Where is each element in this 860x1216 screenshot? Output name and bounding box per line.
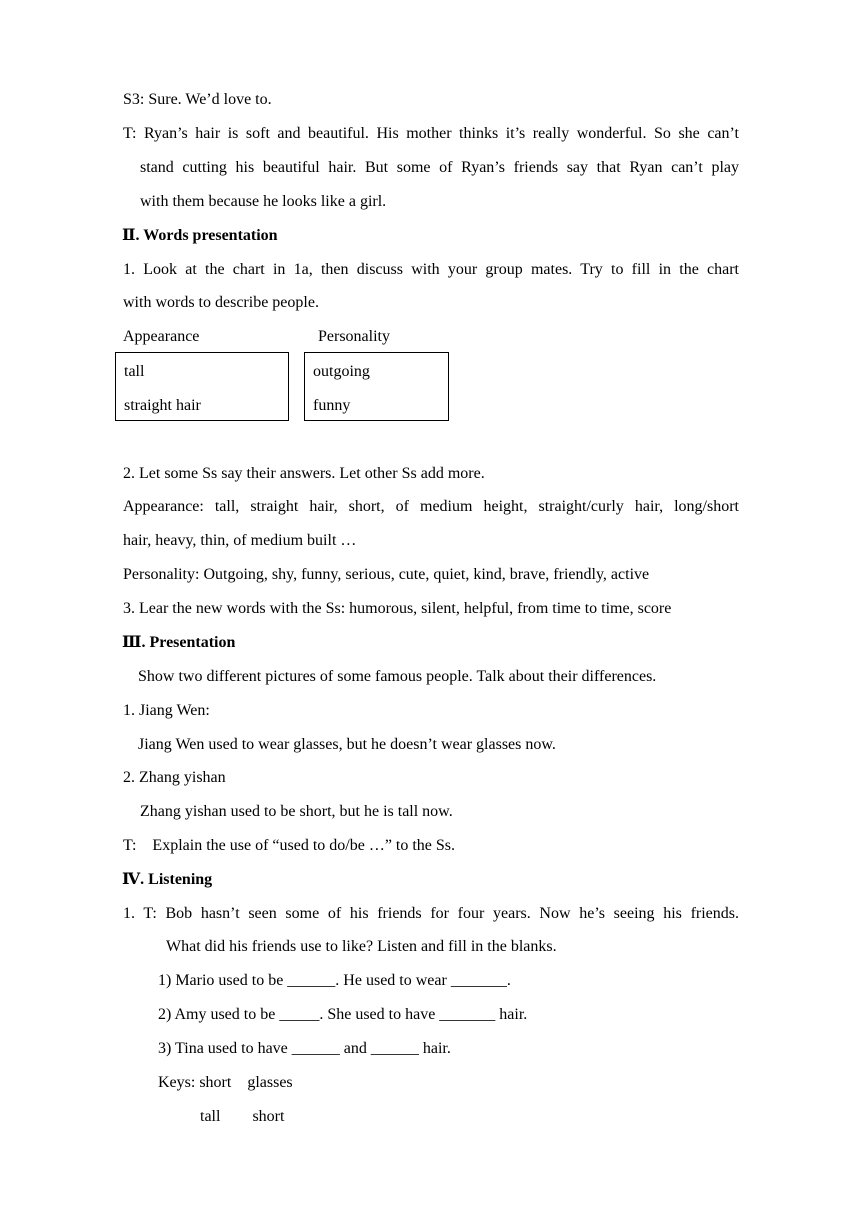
listening-question-2: 2) Amy used to be _____. She used to have _______ hair. xyxy=(158,1006,528,1023)
personality-item: outgoing xyxy=(313,363,370,380)
appearance-item: tall xyxy=(124,363,145,380)
instruction-2: 2. Let some Ss say their answers. Let other Ss add more. xyxy=(123,465,485,482)
appearance-list-line2: hair, heavy, thin, of medium built … xyxy=(123,532,357,549)
listening-question-1: 1) Mario used to be ______. He used to wear _______. xyxy=(158,972,511,989)
listening-question-3: 3) Tina used to have ______ and ______ hair. xyxy=(158,1040,451,1057)
presentation-intro: Show two different pictures of some famous people. Talk about their differences. xyxy=(138,668,657,685)
appearance-item: straight hair xyxy=(124,397,201,414)
dialogue-line-t-cont1: stand cutting his beautiful hair. But some of Ryan’s friends say that Ryan can’t play xyxy=(140,159,739,176)
section-heading-presentation: Ⅲ. Presentation xyxy=(122,634,236,651)
dialogue-line-s3: S3: Sure. We’d love to. xyxy=(123,91,272,108)
listening-instruction-line2: What did his friends use to like? Listen and fill in the blanks. xyxy=(166,938,557,955)
instruction-1-line1: 1. Look at the chart in 1a, then discuss with your group mates. Try to fill in the chart xyxy=(123,261,739,278)
presentation-item-2-text: Zhang yishan used to be short, but he is tall now. xyxy=(140,803,453,820)
listening-instruction-line1: 1. T: Bob hasn’t seen some of his friends for four years. Now he’s seeing his friends. xyxy=(123,905,739,922)
personality-box xyxy=(304,352,449,421)
dialogue-line-t: T: Ryan’s hair is soft and beautiful. His mother thinks it’s really wonderful. So she can’t xyxy=(123,125,739,142)
presentation-item-2-title: 2. Zhang yishan xyxy=(123,769,226,786)
presentation-item-1-title: 1. Jiang Wen: xyxy=(123,702,210,719)
instruction-1-line2: with words to describe people. xyxy=(123,294,319,311)
dialogue-line-t-cont2: with them because he looks like a girl. xyxy=(140,193,387,210)
answer-keys-line1: Keys: short glasses xyxy=(158,1074,293,1091)
section-heading-listening: Ⅳ. Listening xyxy=(122,871,213,888)
appearance-list-line1: Appearance: tall, straight hair, short, of medium height, straight/curly hair, long/short xyxy=(123,498,739,515)
section-heading-words-presentation: Ⅱ. Words presentation xyxy=(122,227,278,244)
presentation-item-1-text: Jiang Wen used to wear glasses, but he doesn’t wear glasses now. xyxy=(138,736,556,753)
appearance-box xyxy=(115,352,289,421)
answer-keys-line2: tall short xyxy=(200,1108,285,1125)
chart-label-personality: Personality xyxy=(318,328,390,345)
personality-list: Personality: Outgoing, shy, funny, serious, cute, quiet, kind, brave, friendly, active xyxy=(123,566,650,583)
chart-label-appearance: Appearance xyxy=(123,328,200,345)
instruction-3: 3. Lear the new words with the Ss: humorous, silent, helpful, from time to time, score xyxy=(123,600,672,617)
personality-item: funny xyxy=(313,397,351,414)
teacher-explanation: T: Explain the use of “used to do/be …” to the Ss. xyxy=(123,837,456,854)
